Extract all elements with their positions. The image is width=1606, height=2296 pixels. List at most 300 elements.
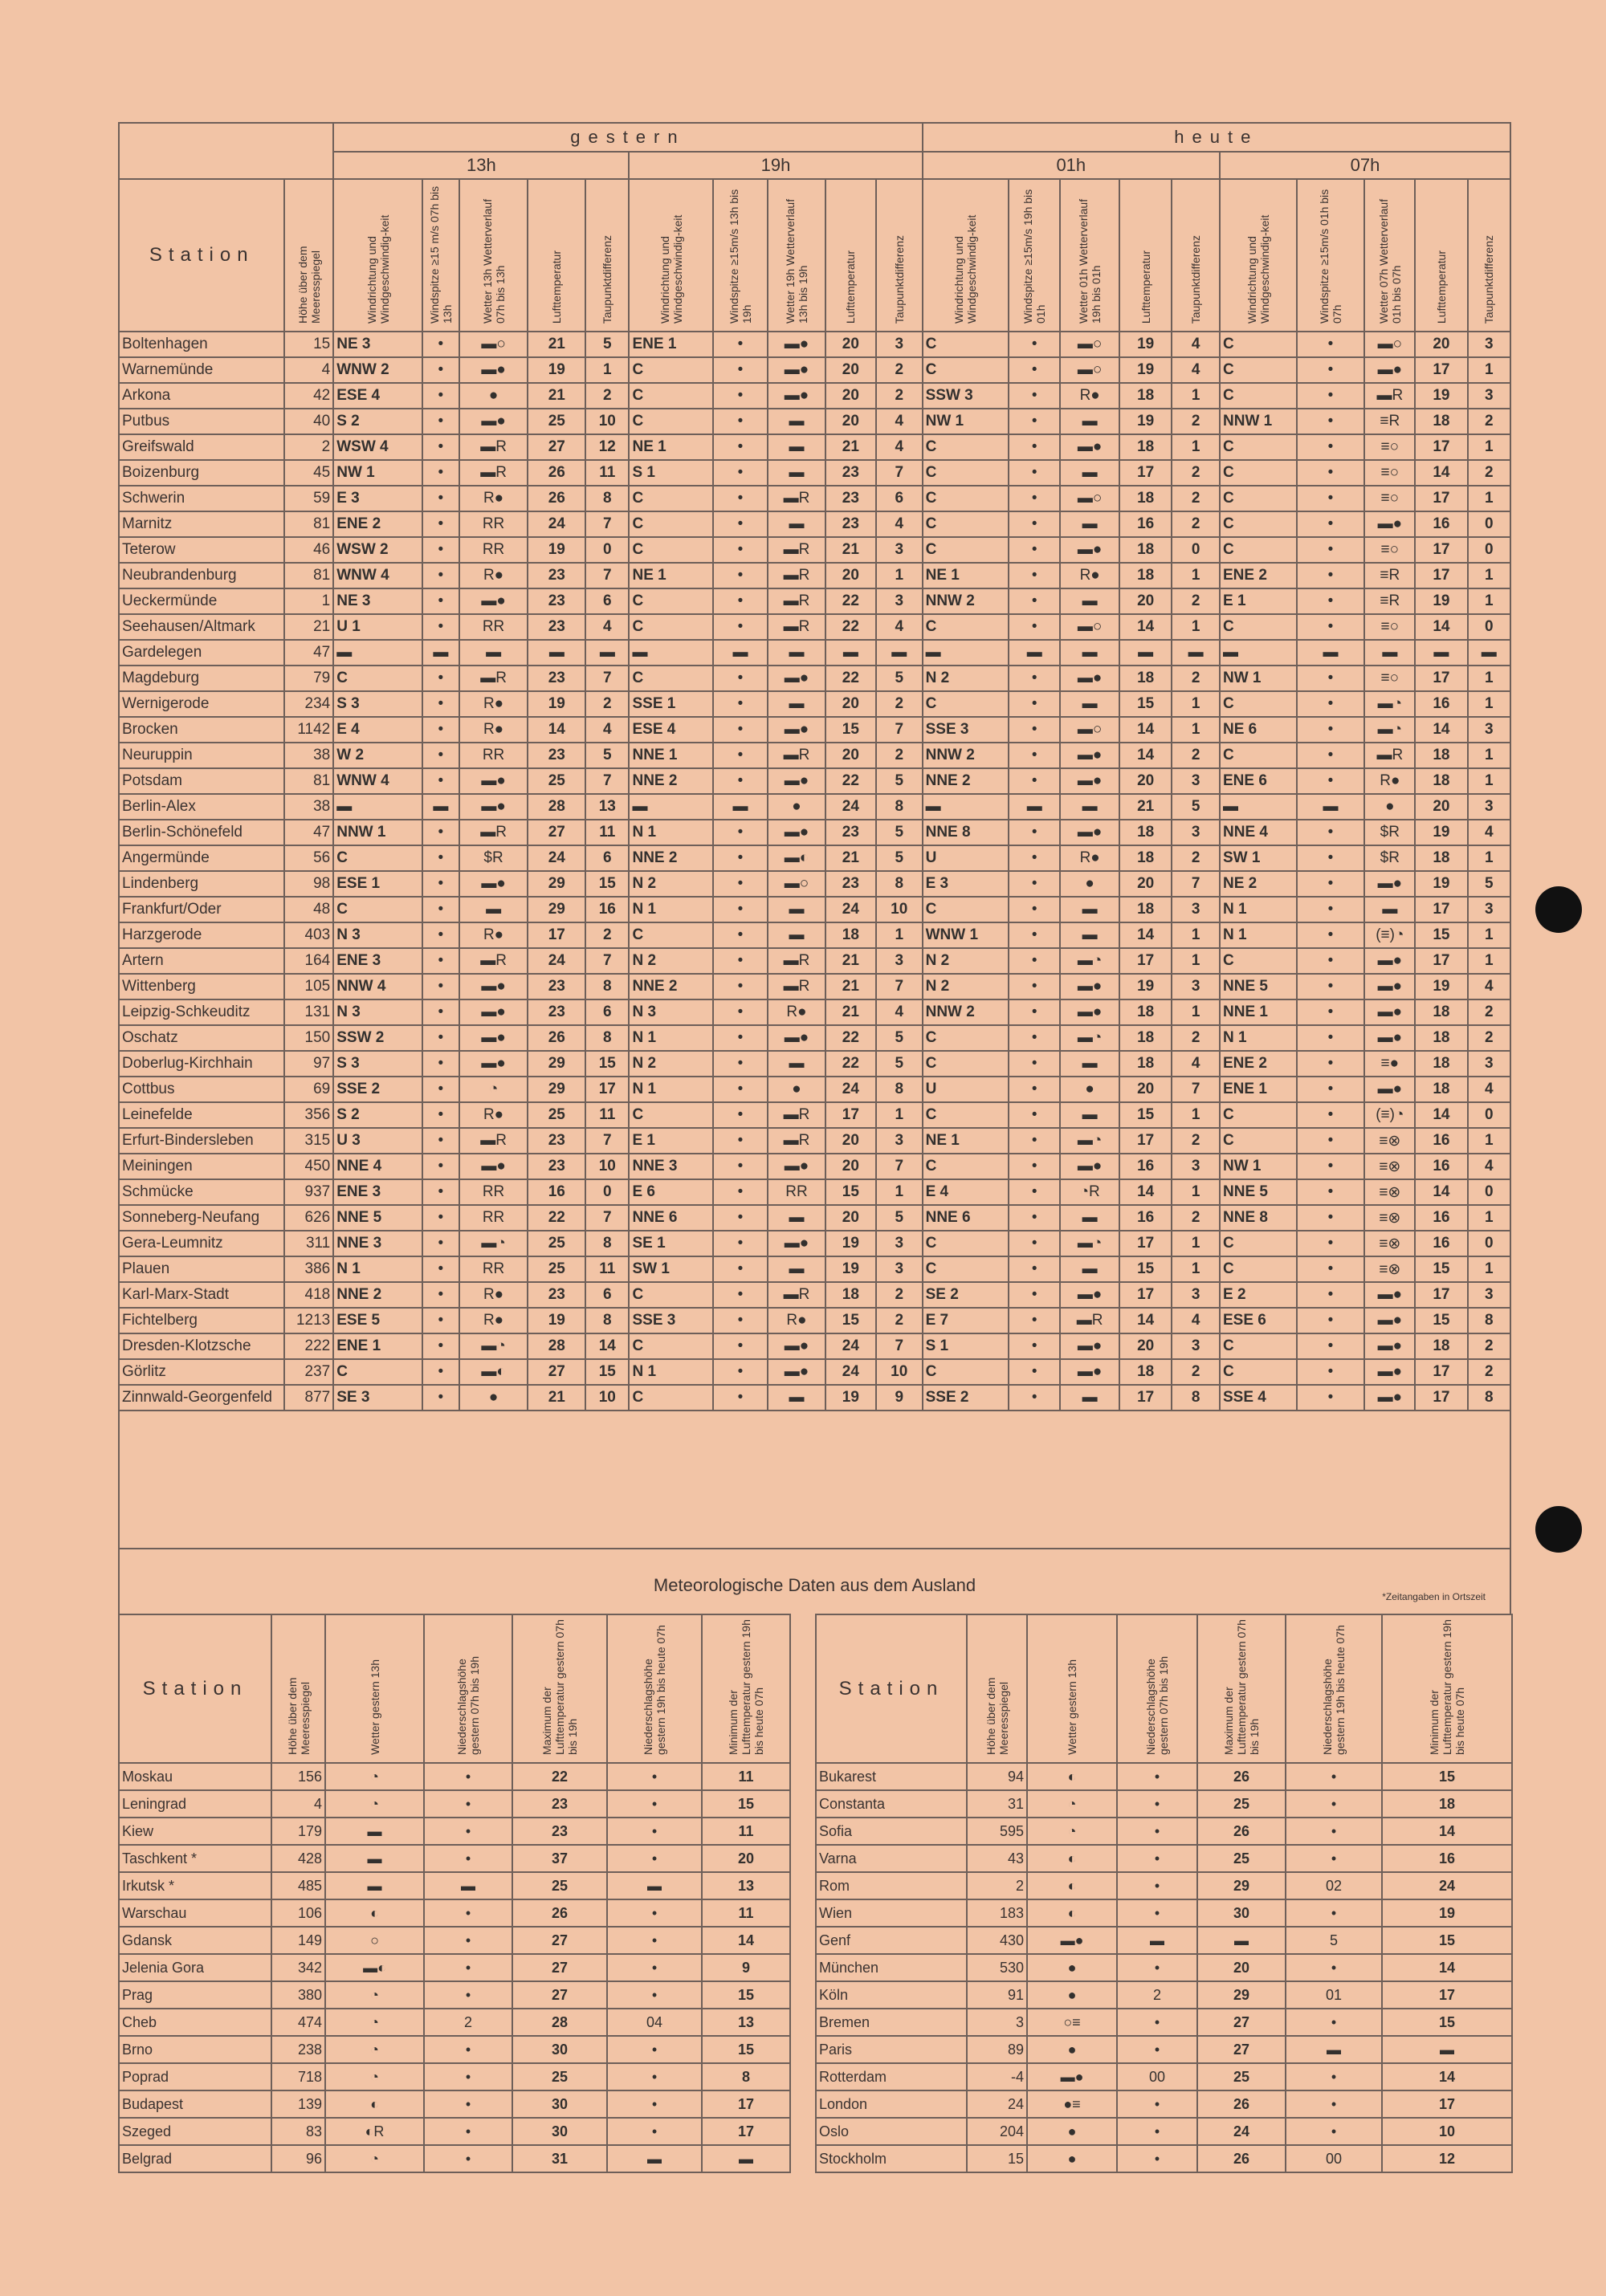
foreign-station-header-right: Station bbox=[816, 1614, 967, 1763]
foreign-row bbox=[119, 2063, 1512, 2090]
cell-t19: 20 bbox=[825, 357, 876, 383]
cell-s13: • bbox=[422, 563, 459, 588]
foreign-left-n2: • bbox=[607, 2090, 702, 2118]
cell-t19: 15 bbox=[825, 1179, 876, 1205]
cell-w13: ▬ bbox=[333, 640, 422, 666]
cell-d07: 1 bbox=[1468, 691, 1511, 717]
cell-d13: 7 bbox=[585, 563, 629, 588]
cell-d07: 8 bbox=[1468, 1308, 1511, 1333]
cell-d07: 1 bbox=[1468, 588, 1511, 614]
cell-s07: • bbox=[1297, 897, 1365, 922]
cell-name: Magdeburg bbox=[119, 666, 284, 691]
cell-x01: ▬○ bbox=[1060, 614, 1119, 640]
cell-d19: 2 bbox=[876, 357, 923, 383]
cell-x19: ● bbox=[768, 794, 825, 820]
cell-t13: 25 bbox=[528, 409, 585, 434]
cell-d13: 17 bbox=[585, 1077, 629, 1102]
cell-w01: U bbox=[923, 1077, 1009, 1102]
gust-01h-header: Windspitze ≥15m/s 19h bis 01h bbox=[1021, 189, 1048, 324]
foreign-right-n2: • bbox=[1286, 1954, 1382, 1981]
cell-s19: • bbox=[713, 1231, 768, 1256]
station-row bbox=[119, 588, 1510, 614]
cell-t19: 20 bbox=[825, 743, 876, 768]
cell-d13: 11 bbox=[585, 820, 629, 845]
cell-d13: 16 bbox=[585, 897, 629, 922]
cell-x13: ▬◔ bbox=[459, 1231, 528, 1256]
cell-d07: 4 bbox=[1468, 820, 1511, 845]
foreign-left-w: ▬◐ bbox=[325, 1954, 424, 1981]
cell-x13: ▬ bbox=[459, 897, 528, 922]
foreign-right-max: 26 bbox=[1197, 2090, 1286, 2118]
cell-d13: 10 bbox=[585, 1154, 629, 1179]
cell-s01: • bbox=[1009, 897, 1060, 922]
cell-alt: 164 bbox=[284, 948, 333, 974]
foreign-right-min: ▬ bbox=[1382, 2036, 1512, 2063]
cell-x13: ▬R bbox=[459, 460, 528, 486]
cell-w13: WSW 2 bbox=[333, 537, 422, 563]
cell-t13: 23 bbox=[528, 588, 585, 614]
cell-t19: 20 bbox=[825, 563, 876, 588]
cell-w13: NW 1 bbox=[333, 460, 422, 486]
cell-name: Putbus bbox=[119, 409, 284, 434]
foreign-right-w: ● bbox=[1027, 2145, 1117, 2172]
foreign-row bbox=[119, 1981, 1512, 2009]
cell-t01: 18 bbox=[1119, 820, 1172, 845]
cell-t07: 17 bbox=[1415, 897, 1467, 922]
cell-w19: ESE 4 bbox=[629, 717, 712, 743]
cell-s19: • bbox=[713, 434, 768, 460]
cell-x01: ▬● bbox=[1060, 537, 1119, 563]
cell-t07: 14 bbox=[1415, 460, 1467, 486]
cell-s01: • bbox=[1009, 357, 1060, 383]
cell-s01: • bbox=[1009, 614, 1060, 640]
cell-x13: R● bbox=[459, 563, 528, 588]
station-row bbox=[119, 1256, 1510, 1282]
cell-x19: ▬R bbox=[768, 1282, 825, 1308]
foreign-precip2-header-right: Niederschlagshöhe gestern 19h bis heute 07h bbox=[1321, 1625, 1347, 1755]
cell-d13: 11 bbox=[585, 1102, 629, 1128]
column-gap bbox=[790, 2118, 816, 2145]
cell-d13: 14 bbox=[585, 1333, 629, 1359]
cell-alt: 315 bbox=[284, 1128, 333, 1154]
cell-s07: • bbox=[1297, 666, 1365, 691]
cell-t19: 19 bbox=[825, 1385, 876, 1411]
cell-s01: • bbox=[1009, 1282, 1060, 1308]
cell-w13: SE 3 bbox=[333, 1385, 422, 1411]
column-gap bbox=[790, 2145, 816, 2172]
foreign-left-alt: 718 bbox=[271, 2063, 325, 2090]
cell-s13: • bbox=[422, 332, 459, 357]
cell-x01: ▬ bbox=[1060, 691, 1119, 717]
foreign-right-w: ● bbox=[1027, 1954, 1117, 1981]
cell-w13: N 3 bbox=[333, 999, 422, 1025]
cell-s13: • bbox=[422, 666, 459, 691]
cell-d19: 8 bbox=[876, 871, 923, 897]
cell-name: Wernigerode bbox=[119, 691, 284, 717]
cell-s07: • bbox=[1297, 1282, 1365, 1308]
foreign-right-n1: • bbox=[1117, 2145, 1197, 2172]
cell-s13: • bbox=[422, 1128, 459, 1154]
cell-s01: • bbox=[1009, 1333, 1060, 1359]
foreign-row bbox=[119, 1899, 1512, 1927]
foreign-left-min: 17 bbox=[702, 2118, 790, 2145]
cell-s19: • bbox=[713, 897, 768, 922]
cell-d07: 2 bbox=[1468, 460, 1511, 486]
cell-s01: • bbox=[1009, 743, 1060, 768]
cell-alt: 56 bbox=[284, 845, 333, 871]
cell-name: Cottbus bbox=[119, 1077, 284, 1102]
foreign-body bbox=[119, 1763, 1512, 2172]
cell-t07: 18 bbox=[1415, 1333, 1467, 1359]
foreign-right-name: Paris bbox=[816, 2036, 967, 2063]
cell-w19: N 3 bbox=[629, 999, 712, 1025]
foreign-left-n2: 04 bbox=[607, 2009, 702, 2036]
cell-w07: C bbox=[1220, 511, 1297, 537]
cell-w13: E 3 bbox=[333, 486, 422, 511]
cell-w13: S 3 bbox=[333, 691, 422, 717]
cell-x13: RR bbox=[459, 1179, 528, 1205]
cell-t07: 16 bbox=[1415, 511, 1467, 537]
cell-x19: ▬ bbox=[768, 409, 825, 434]
cell-w13: ESE 5 bbox=[333, 1308, 422, 1333]
cell-s19: • bbox=[713, 691, 768, 717]
cell-s13: • bbox=[422, 1102, 459, 1128]
cell-alt: 356 bbox=[284, 1102, 333, 1128]
station-row bbox=[119, 948, 1510, 974]
foreign-left-name: Jelenia Gora bbox=[119, 1954, 271, 1981]
cell-d01: 1 bbox=[1172, 1256, 1220, 1282]
cell-t13: 14 bbox=[528, 717, 585, 743]
cell-t07: 17 bbox=[1415, 537, 1467, 563]
cell-t01: 17 bbox=[1119, 1128, 1172, 1154]
cell-t13: 27 bbox=[528, 820, 585, 845]
cell-w01: SSE 3 bbox=[923, 717, 1009, 743]
cell-x13: ▬R bbox=[459, 948, 528, 974]
cell-s19: • bbox=[713, 383, 768, 409]
cell-alt: 40 bbox=[284, 409, 333, 434]
heute-label: heute bbox=[923, 123, 1510, 152]
foreign-left-w: ◔ bbox=[325, 2145, 424, 2172]
cell-t19: 23 bbox=[825, 486, 876, 511]
cell-d13: 1 bbox=[585, 357, 629, 383]
cell-s07: • bbox=[1297, 974, 1365, 999]
foreign-weather-header-right: Wetter gestern 13h bbox=[1066, 1659, 1078, 1755]
cell-s19: • bbox=[713, 1385, 768, 1411]
station-row bbox=[119, 1385, 1510, 1411]
cell-w01: NNW 2 bbox=[923, 588, 1009, 614]
cell-d13: 6 bbox=[585, 845, 629, 871]
foreign-right-n2: 02 bbox=[1286, 1872, 1382, 1899]
cell-d19: 8 bbox=[876, 794, 923, 820]
cell-d07: 0 bbox=[1468, 1179, 1511, 1205]
foreign-min-header-left: Minimum der Lufttemperatur gestern 19h bis heute 07h bbox=[727, 1619, 765, 1755]
foreign-right-w: ◐ bbox=[1027, 1899, 1117, 1927]
cell-x07: ▬ bbox=[1364, 640, 1415, 666]
cell-t01: 20 bbox=[1119, 1333, 1172, 1359]
foreign-left-max: 22 bbox=[512, 1763, 607, 1790]
header-row-columns bbox=[119, 179, 1510, 332]
cell-s19: • bbox=[713, 486, 768, 511]
cell-w13: ENE 1 bbox=[333, 1333, 422, 1359]
foreign-left-min: 11 bbox=[702, 1818, 790, 1845]
cell-s07: • bbox=[1297, 409, 1365, 434]
cell-s07: • bbox=[1297, 614, 1365, 640]
cell-s19: • bbox=[713, 1128, 768, 1154]
cell-d01: 4 bbox=[1172, 357, 1220, 383]
weather-sheet bbox=[118, 122, 1511, 2173]
cell-w07: C bbox=[1220, 537, 1297, 563]
cell-name: Boizenburg bbox=[119, 460, 284, 486]
cell-x13: ▬● bbox=[459, 588, 528, 614]
cell-t13: 21 bbox=[528, 1385, 585, 1411]
cell-name: Potsdam bbox=[119, 768, 284, 794]
cell-t19: 20 bbox=[825, 409, 876, 434]
foreign-left-w: ◔ bbox=[325, 1763, 424, 1790]
station-row bbox=[119, 974, 1510, 999]
cell-name: Brocken bbox=[119, 717, 284, 743]
gestern-label: gestern bbox=[333, 123, 922, 152]
cell-t01: 17 bbox=[1119, 1231, 1172, 1256]
cell-w01: NNW 2 bbox=[923, 743, 1009, 768]
foreign-right-alt: 24 bbox=[967, 2090, 1027, 2118]
station-column-header: Station bbox=[119, 179, 284, 332]
cell-s07: • bbox=[1297, 383, 1365, 409]
foreign-left-n1: • bbox=[424, 2145, 512, 2172]
cell-t19: 22 bbox=[825, 666, 876, 691]
foreign-left-name: Moskau bbox=[119, 1763, 271, 1790]
cell-w01: C bbox=[923, 1025, 1009, 1051]
cell-s13: • bbox=[422, 1385, 459, 1411]
foreign-left-n2: • bbox=[607, 2118, 702, 2145]
cell-s19: • bbox=[713, 1154, 768, 1179]
station-row bbox=[119, 434, 1510, 460]
cell-x07: ▬● bbox=[1364, 1359, 1415, 1385]
foreign-right-n1: • bbox=[1117, 2118, 1197, 2145]
cell-name: Schmücke bbox=[119, 1179, 284, 1205]
cell-t01: 18 bbox=[1119, 666, 1172, 691]
cell-d01: 3 bbox=[1172, 974, 1220, 999]
cell-w13: NE 3 bbox=[333, 332, 422, 357]
cell-d07: 4 bbox=[1468, 1154, 1511, 1179]
station-row bbox=[119, 1308, 1510, 1333]
foreign-right-name: London bbox=[816, 2090, 967, 2118]
foreign-left-max: 37 bbox=[512, 1845, 607, 1872]
cell-w13: W 2 bbox=[333, 743, 422, 768]
cell-t01: 19 bbox=[1119, 409, 1172, 434]
cell-x01: ▬ bbox=[1060, 588, 1119, 614]
cell-s07: • bbox=[1297, 332, 1365, 357]
cell-w07: NNE 8 bbox=[1220, 1205, 1297, 1231]
cell-s01: • bbox=[1009, 974, 1060, 999]
cell-d07: 1 bbox=[1468, 845, 1511, 871]
cell-s13: • bbox=[422, 845, 459, 871]
foreign-right-max: 24 bbox=[1197, 2118, 1286, 2145]
cell-name: Schwerin bbox=[119, 486, 284, 511]
altitude-column-header: Höhe über dem Meeresspiegel bbox=[296, 246, 322, 324]
cell-w19: C bbox=[629, 486, 712, 511]
foreign-alt-header-right: Höhe über dem Meeresspiegel bbox=[984, 1677, 1010, 1755]
cell-t13: 23 bbox=[528, 1154, 585, 1179]
cell-d01: 2 bbox=[1172, 743, 1220, 768]
cell-w07: NE 6 bbox=[1220, 717, 1297, 743]
cell-w01: C bbox=[923, 1256, 1009, 1282]
cell-t19: 23 bbox=[825, 820, 876, 845]
foreign-left-max: 27 bbox=[512, 1927, 607, 1954]
foreign-left-n2: • bbox=[607, 1790, 702, 1818]
cell-s01: • bbox=[1009, 1205, 1060, 1231]
foreign-right-name: Köln bbox=[816, 1981, 967, 2009]
weather-19h-header: Wetter 19h Wetterverlauf 13h bis 19h bbox=[784, 198, 810, 324]
cell-s01: • bbox=[1009, 691, 1060, 717]
cell-x07: ≡⊗ bbox=[1364, 1128, 1415, 1154]
cell-s01: • bbox=[1009, 871, 1060, 897]
foreign-left-n1: • bbox=[424, 2036, 512, 2063]
cell-x19: ▬ bbox=[768, 511, 825, 537]
cell-w01: C bbox=[923, 434, 1009, 460]
cell-name: Berlin-Schönefeld bbox=[119, 820, 284, 845]
cell-x19: ▬● bbox=[768, 768, 825, 794]
foreign-left-alt: 179 bbox=[271, 1818, 325, 1845]
foreign-left-n1: • bbox=[424, 2090, 512, 2118]
cell-x19: ▬R bbox=[768, 614, 825, 640]
cell-s13: ▬ bbox=[422, 794, 459, 820]
cell-x19: ▬R bbox=[768, 948, 825, 974]
cell-name: Leinefelde bbox=[119, 1102, 284, 1128]
cell-t19: 24 bbox=[825, 1077, 876, 1102]
cell-s07: • bbox=[1297, 743, 1365, 768]
foreign-left-name: Belgrad bbox=[119, 2145, 271, 2172]
cell-d01: 4 bbox=[1172, 1051, 1220, 1077]
timezone-note: *Zeitangaben in Ortszeit bbox=[1382, 1591, 1486, 1602]
cell-alt: 59 bbox=[284, 486, 333, 511]
cell-w13: N 1 bbox=[333, 1256, 422, 1282]
foreign-left-n2: • bbox=[607, 1981, 702, 2009]
cell-t01: 18 bbox=[1119, 537, 1172, 563]
cell-name: Artern bbox=[119, 948, 284, 974]
foreign-left-alt: 139 bbox=[271, 2090, 325, 2118]
cell-w07: C bbox=[1220, 1256, 1297, 1282]
cell-d13: 8 bbox=[585, 1308, 629, 1333]
foreign-right-min: 15 bbox=[1382, 1763, 1512, 1790]
cell-w07: N 1 bbox=[1220, 897, 1297, 922]
foreign-left-n2: ▬ bbox=[607, 1872, 702, 1899]
cell-x07: ▬● bbox=[1364, 948, 1415, 974]
cell-d19: 2 bbox=[876, 1282, 923, 1308]
cell-w13: N 3 bbox=[333, 922, 422, 948]
cell-d07: 1 bbox=[1468, 1128, 1511, 1154]
cell-s13: • bbox=[422, 948, 459, 974]
cell-s07: • bbox=[1297, 563, 1365, 588]
cell-s07: • bbox=[1297, 1154, 1365, 1179]
cell-x01: ▬ bbox=[1060, 897, 1119, 922]
foreign-left-w: ◔ bbox=[325, 2036, 424, 2063]
foreign-left-max: 30 bbox=[512, 2036, 607, 2063]
cell-d01: 2 bbox=[1172, 486, 1220, 511]
cell-alt: 38 bbox=[284, 794, 333, 820]
cell-x19: ▬● bbox=[768, 1333, 825, 1359]
cell-alt: 311 bbox=[284, 1231, 333, 1256]
cell-t07: 17 bbox=[1415, 1359, 1467, 1385]
foreign-right-n1: • bbox=[1117, 1845, 1197, 1872]
cell-x19: ▬R bbox=[768, 588, 825, 614]
gust-13h-header: Windspitze ≥15 m/s 07h bis 13h bbox=[427, 185, 454, 324]
cell-d13: 8 bbox=[585, 1231, 629, 1256]
weather-13h-header: Wetter 13h Wetterverlauf 07h bis 13h bbox=[480, 198, 507, 324]
foreign-row bbox=[119, 1818, 1512, 1845]
cell-alt: 4 bbox=[284, 357, 333, 383]
weather-01h-header: Wetter 01h Wetterverlauf 19h bis 01h bbox=[1077, 198, 1103, 324]
cell-x07: ≡R bbox=[1364, 588, 1415, 614]
station-row bbox=[119, 717, 1510, 743]
foreign-left-alt: 4 bbox=[271, 1790, 325, 1818]
cell-t19: 23 bbox=[825, 460, 876, 486]
cell-d13: 5 bbox=[585, 332, 629, 357]
time-07h: 07h bbox=[1220, 152, 1510, 179]
cell-t07: 14 bbox=[1415, 717, 1467, 743]
foreign-right-w: ○≡ bbox=[1027, 2009, 1117, 2036]
cell-t01: 18 bbox=[1119, 486, 1172, 511]
cell-x01: ▬● bbox=[1060, 999, 1119, 1025]
cell-w07: SW 1 bbox=[1220, 845, 1297, 871]
cell-s19: • bbox=[713, 717, 768, 743]
foreign-right-min: 24 bbox=[1382, 1872, 1512, 1899]
cell-alt: 1213 bbox=[284, 1308, 333, 1333]
cell-t07: 17 bbox=[1415, 357, 1467, 383]
cell-d13: 15 bbox=[585, 871, 629, 897]
cell-t19: 17 bbox=[825, 1102, 876, 1128]
cell-x01: ▬ bbox=[1060, 511, 1119, 537]
cell-d01: 1 bbox=[1172, 434, 1220, 460]
cell-d13: 11 bbox=[585, 1256, 629, 1282]
cell-x07: ≡○ bbox=[1364, 486, 1415, 511]
cell-name: Zinnwald-Georgenfeld bbox=[119, 1385, 284, 1411]
foreign-left-max: 23 bbox=[512, 1790, 607, 1818]
foreign-left-w: ◐ bbox=[325, 2090, 424, 2118]
cell-x13: ▬● bbox=[459, 794, 528, 820]
station-row bbox=[119, 614, 1510, 640]
cell-w07: ENE 6 bbox=[1220, 768, 1297, 794]
cell-x13: RR bbox=[459, 511, 528, 537]
cell-t19: 15 bbox=[825, 1308, 876, 1333]
cell-d01: 3 bbox=[1172, 768, 1220, 794]
cell-t01: 18 bbox=[1119, 999, 1172, 1025]
cell-s07: • bbox=[1297, 1077, 1365, 1102]
cell-s19: • bbox=[713, 768, 768, 794]
cell-d19: 5 bbox=[876, 666, 923, 691]
cell-t01: 20 bbox=[1119, 1077, 1172, 1102]
cell-t13: 25 bbox=[528, 1102, 585, 1128]
foreign-right-min: 15 bbox=[1382, 1927, 1512, 1954]
cell-s07: • bbox=[1297, 768, 1365, 794]
foreign-right-max: 20 bbox=[1197, 1954, 1286, 1981]
cell-x13: ▬R bbox=[459, 1128, 528, 1154]
cell-x13: ● bbox=[459, 1385, 528, 1411]
foreign-right-n1: 00 bbox=[1117, 2063, 1197, 2090]
cell-name: Marnitz bbox=[119, 511, 284, 537]
foreign-right-name: Oslo bbox=[816, 2118, 967, 2145]
cell-w07: N 1 bbox=[1220, 922, 1297, 948]
cell-s13: • bbox=[422, 434, 459, 460]
foreign-left-name: Gdansk bbox=[119, 1927, 271, 1954]
cell-x19: RR bbox=[768, 1179, 825, 1205]
foreign-left-min: 17 bbox=[702, 2090, 790, 2118]
cell-d01: ▬ bbox=[1172, 640, 1220, 666]
cell-t13: 25 bbox=[528, 768, 585, 794]
cell-w07: SSE 4 bbox=[1220, 1385, 1297, 1411]
foreign-right-n2: • bbox=[1286, 2090, 1382, 2118]
column-gap bbox=[790, 1899, 816, 1927]
wind-13h-header: Windrichtung und Windgeschwindig-keit bbox=[365, 214, 391, 324]
